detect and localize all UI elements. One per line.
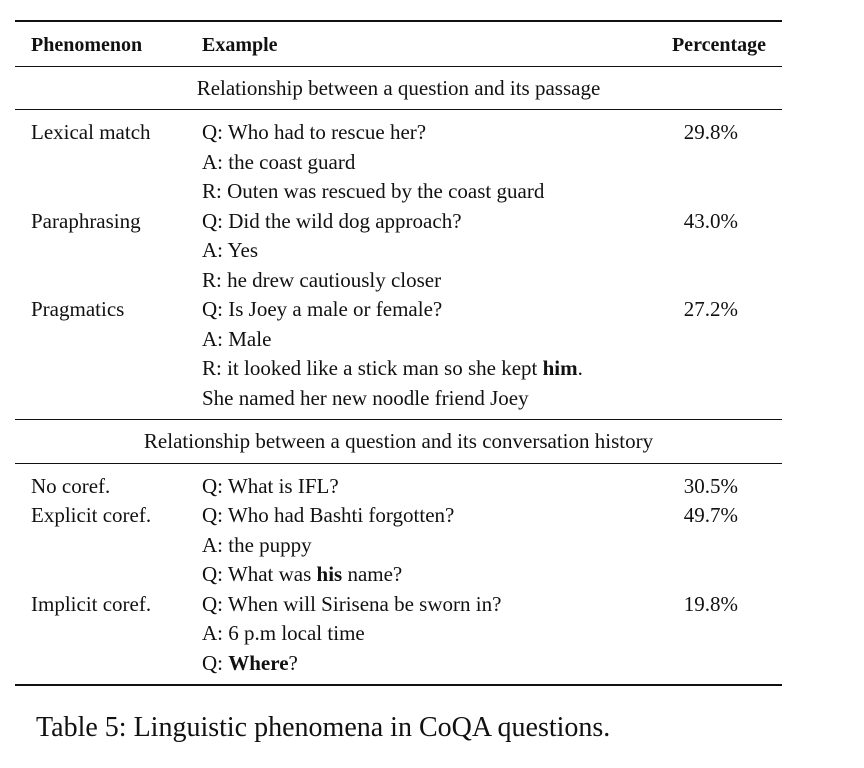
example-line: Q: Who had to rescue her? <box>202 120 427 144</box>
example-line: Q: Is Joey a male or female? <box>202 297 443 321</box>
example-line <box>202 562 402 586</box>
example-line: A: 6 p.m local time <box>202 621 365 645</box>
row-percentage: 19.8% <box>683 592 738 616</box>
example-text: ? <box>288 651 298 675</box>
example-line: R: Outen was rescued by the coast guard <box>202 179 545 203</box>
row-percentage: 49.7% <box>683 503 738 527</box>
example-line: A: the puppy <box>202 533 312 557</box>
example-line: A: Yes <box>202 238 259 262</box>
row-percentage: 29.8% <box>683 120 738 144</box>
example-line <box>202 651 298 675</box>
example-line: A: Male <box>202 327 272 351</box>
bottom-rule <box>15 684 782 686</box>
row-phenomenon: Pragmatics <box>31 297 125 321</box>
example-text: name? <box>342 562 403 586</box>
section-rule-history <box>15 463 782 464</box>
example-line: A: the coast guard <box>202 150 356 174</box>
section-rule-top-history <box>15 419 782 420</box>
example-line: Q: When will Sirisena be sworn in? <box>202 592 502 616</box>
row-percentage: 30.5% <box>683 474 738 498</box>
example-line: She named her new noodle friend Joey <box>202 386 529 410</box>
example-text: Q: <box>202 651 229 675</box>
table-caption: Table 5: Linguistic phenomena in CoQA questions. <box>36 712 611 743</box>
example-line <box>202 356 583 380</box>
example-line: Q: Did the wild dog approach? <box>202 209 462 233</box>
section-title-passage: Relationship between a question and its passage <box>196 76 601 100</box>
row-phenomenon: Paraphrasing <box>31 209 141 233</box>
example-line: Q: Who had Bashti forgotten? <box>202 503 455 527</box>
row-phenomenon: No coref. <box>31 474 111 498</box>
section-rule-passage <box>15 109 782 110</box>
emphasis-text: his <box>316 562 343 586</box>
row-percentage: 43.0% <box>683 209 738 233</box>
header-phenomenon: Phenomenon <box>31 34 143 56</box>
header-rule <box>15 66 782 67</box>
section-title-history: Relationship between a question and its conversation history <box>143 429 654 453</box>
row-percentage: 27.2% <box>683 297 738 321</box>
row-phenomenon: Lexical match <box>31 120 151 144</box>
example-text: R: it looked like a stick man so she kept <box>202 356 543 380</box>
example-text: Q: What was <box>202 562 317 586</box>
header-example: Example <box>202 34 278 56</box>
top-rule <box>15 20 782 22</box>
emphasis-text: Where <box>228 651 289 675</box>
emphasis-text: him <box>542 356 578 380</box>
example-line: R: he drew cautiously closer <box>202 268 442 292</box>
row-phenomenon: Explicit coref. <box>31 503 152 527</box>
row-phenomenon: Implicit coref. <box>31 592 152 616</box>
example-line: Q: What is IFL? <box>202 474 339 498</box>
header-percentage: Percentage <box>671 34 766 56</box>
example-text: . <box>577 356 583 380</box>
